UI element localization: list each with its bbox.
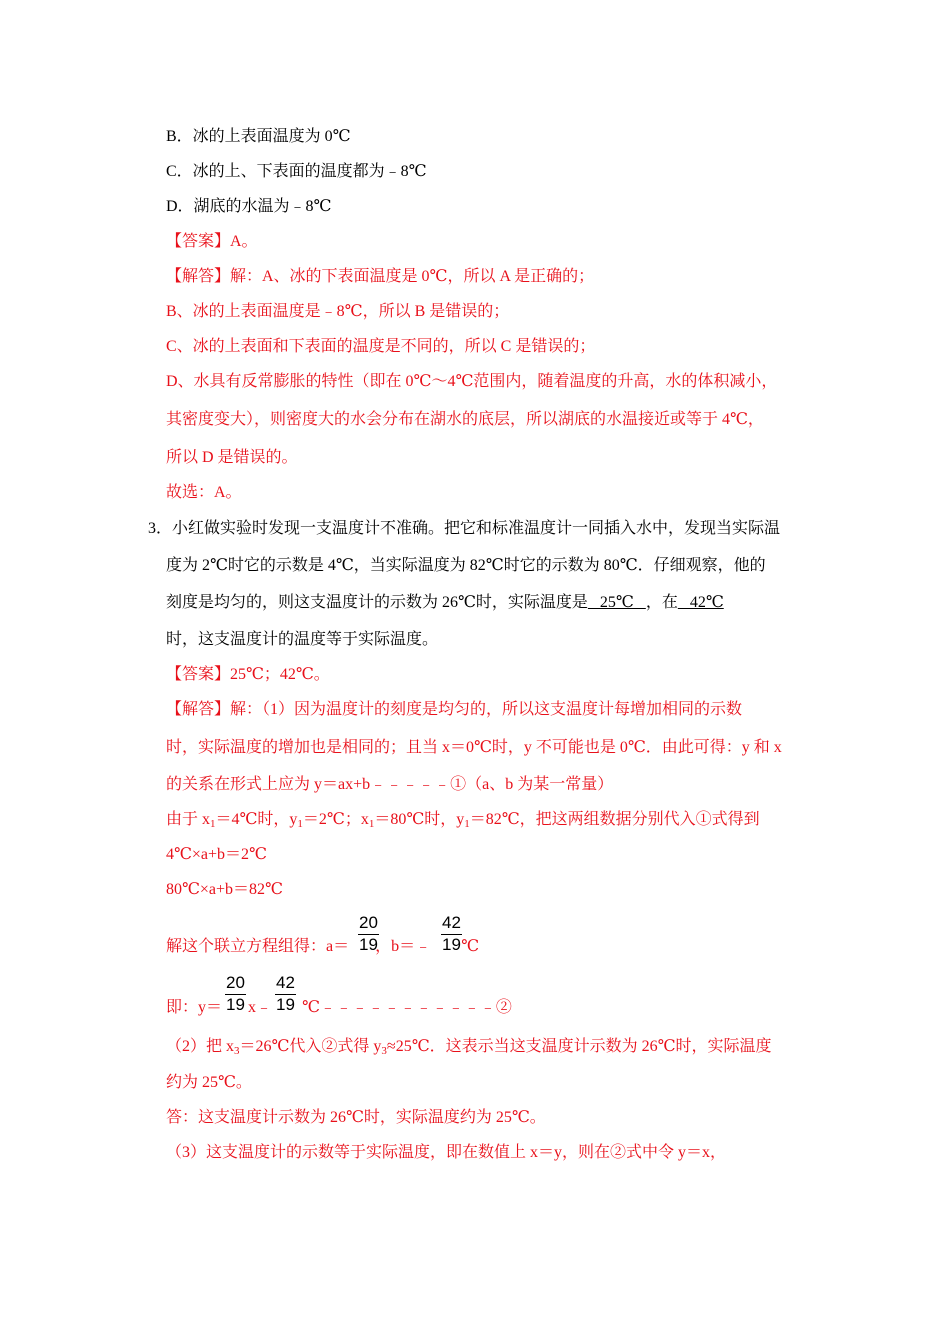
option-c: C．冰的上、下表面的温度都为﹣8℃	[166, 163, 427, 180]
fraction-numerator: 20	[358, 913, 379, 935]
answer-blank-2: 42℃	[677, 594, 724, 611]
fraction-b	[441, 913, 462, 955]
fraction-numerator: 20	[225, 973, 246, 995]
fraction-numerator: 42	[275, 973, 296, 995]
q3-solution-line: 时，实际温度的增加也是相同的；且当 x＝0℃时，y 不可能也是 0℃．由此可得：y 和 x	[166, 739, 782, 756]
part-2-answer: 答：这支温度计示数为 26℃时，实际温度约为 25℃。	[166, 1109, 546, 1126]
q3-question-text: ，在	[645, 594, 678, 611]
equation-1: 4℃×a+b＝2℃	[166, 846, 267, 863]
answer-blank-1: 25℃	[587, 594, 646, 611]
solution-text: ＝4℃时，y	[215, 811, 298, 828]
fraction-denominator: 19	[359, 935, 378, 954]
q3-solution-line	[166, 810, 760, 834]
solution-text: 由于 x	[166, 811, 211, 828]
q2-analysis-line: B、冰的上表面温度是﹣8℃，所以 B 是错误的；	[166, 303, 510, 320]
fraction-a	[358, 913, 379, 955]
solution-text: ℃﹣﹣﹣﹣﹣﹣﹣﹣﹣﹣﹣②	[302, 999, 512, 1016]
solution-text: ＝80℃时，y	[374, 811, 465, 828]
solution-text: ℃	[461, 938, 480, 955]
q2-analysis-line: 所以 D 是错误的。	[166, 449, 298, 466]
part-3-line: （3）这支温度计的示数等于实际温度，即在数值上 x＝y，则在②式中令 y＝x，	[166, 1144, 727, 1161]
fraction-a	[225, 973, 246, 1015]
q2-choice: 故选：A。	[166, 484, 242, 501]
solution-text: 即：y＝	[166, 999, 223, 1016]
fraction-denominator: 19	[226, 995, 245, 1014]
fraction-numerator: 42	[441, 913, 462, 935]
fraction-denominator: 19	[276, 995, 295, 1014]
subscript: 3	[234, 1045, 240, 1057]
option-b: B．冰的上表面温度为 0℃	[166, 128, 351, 145]
solution-text: ＝82℃，把这两组数据分别代入①式得到	[469, 811, 760, 828]
subscript: 1	[368, 818, 375, 830]
solution-text: ≈25℃．这表示当这支温度计示数为 26℃时，实际温度	[386, 1038, 772, 1055]
equation-2: 80℃×a+b＝82℃	[166, 881, 283, 898]
result-equation	[166, 998, 512, 1018]
solution-text: ，b＝﹣	[375, 938, 432, 955]
solution-text: x﹣	[248, 999, 273, 1016]
subscript: 3	[381, 1045, 387, 1057]
option-d: D．湖底的水温为﹣8℃	[166, 198, 332, 215]
fraction-b	[275, 973, 296, 1015]
q2-analysis-line: C、冰的上表面和下表面的温度是不同的，所以 C 是错误的；	[166, 338, 596, 355]
q2-analysis-line: 【解答】解：A、冰的下表面温度是 0℃，所以 A 是正确的；	[166, 268, 595, 285]
solution-text: ＝2℃；x	[302, 811, 369, 828]
q3-question-line: 3．小红做实验时发现一支温度计不准确。把它和标准温度计一同插入水中，发现当实际温	[148, 520, 781, 537]
subscript: 1	[464, 818, 470, 830]
subscript: 1	[297, 818, 303, 830]
q3-solution-line: 的关系在形式上应为 y＝ax+b﹣﹣﹣﹣﹣①（a、b 为某一常量）	[166, 776, 614, 793]
q2-analysis-line: D、水具有反常膨胀的特性（即在 0℃～4℃范围内，随着温度的升高，水的体积减小，	[166, 373, 778, 390]
q2-answer: 【答案】A。	[166, 233, 258, 250]
q3-question-line: 时，这支温度计的温度等于实际温度。	[166, 631, 439, 648]
part-2-line: 约为 25℃。	[166, 1074, 252, 1091]
solution-text: 解这个联立方程组得：a＝	[166, 938, 350, 955]
solution-text: （2）把 x	[166, 1038, 235, 1055]
q3-solution-line: 【解答】解：（1）因为温度计的刻度是均匀的，所以这支温度计每增加相同的示数	[166, 701, 743, 718]
solution-text: ＝26℃代入②式得 y	[239, 1038, 382, 1055]
q3-answer: 【答案】25℃；42℃。	[166, 666, 330, 683]
part-2-line	[166, 1037, 772, 1061]
q3-question-line: 度为 2℃时它的示数是 4℃，当实际温度为 82℃时它的示数为 80℃．仔细观察，他的	[166, 557, 766, 574]
q2-analysis-line: 其密度变大），则密度大的水会分布在湖水的底层，所以湖底的水温接近或等于 4℃，	[166, 411, 764, 428]
q3-question-text: 刻度是均匀的，则这支温度计的示数为 26℃时，实际温度是	[166, 594, 588, 611]
subscript: 1	[210, 818, 216, 830]
q3-question-line	[166, 593, 724, 613]
solve-line	[166, 937, 479, 957]
fraction-denominator: 19	[442, 935, 461, 954]
